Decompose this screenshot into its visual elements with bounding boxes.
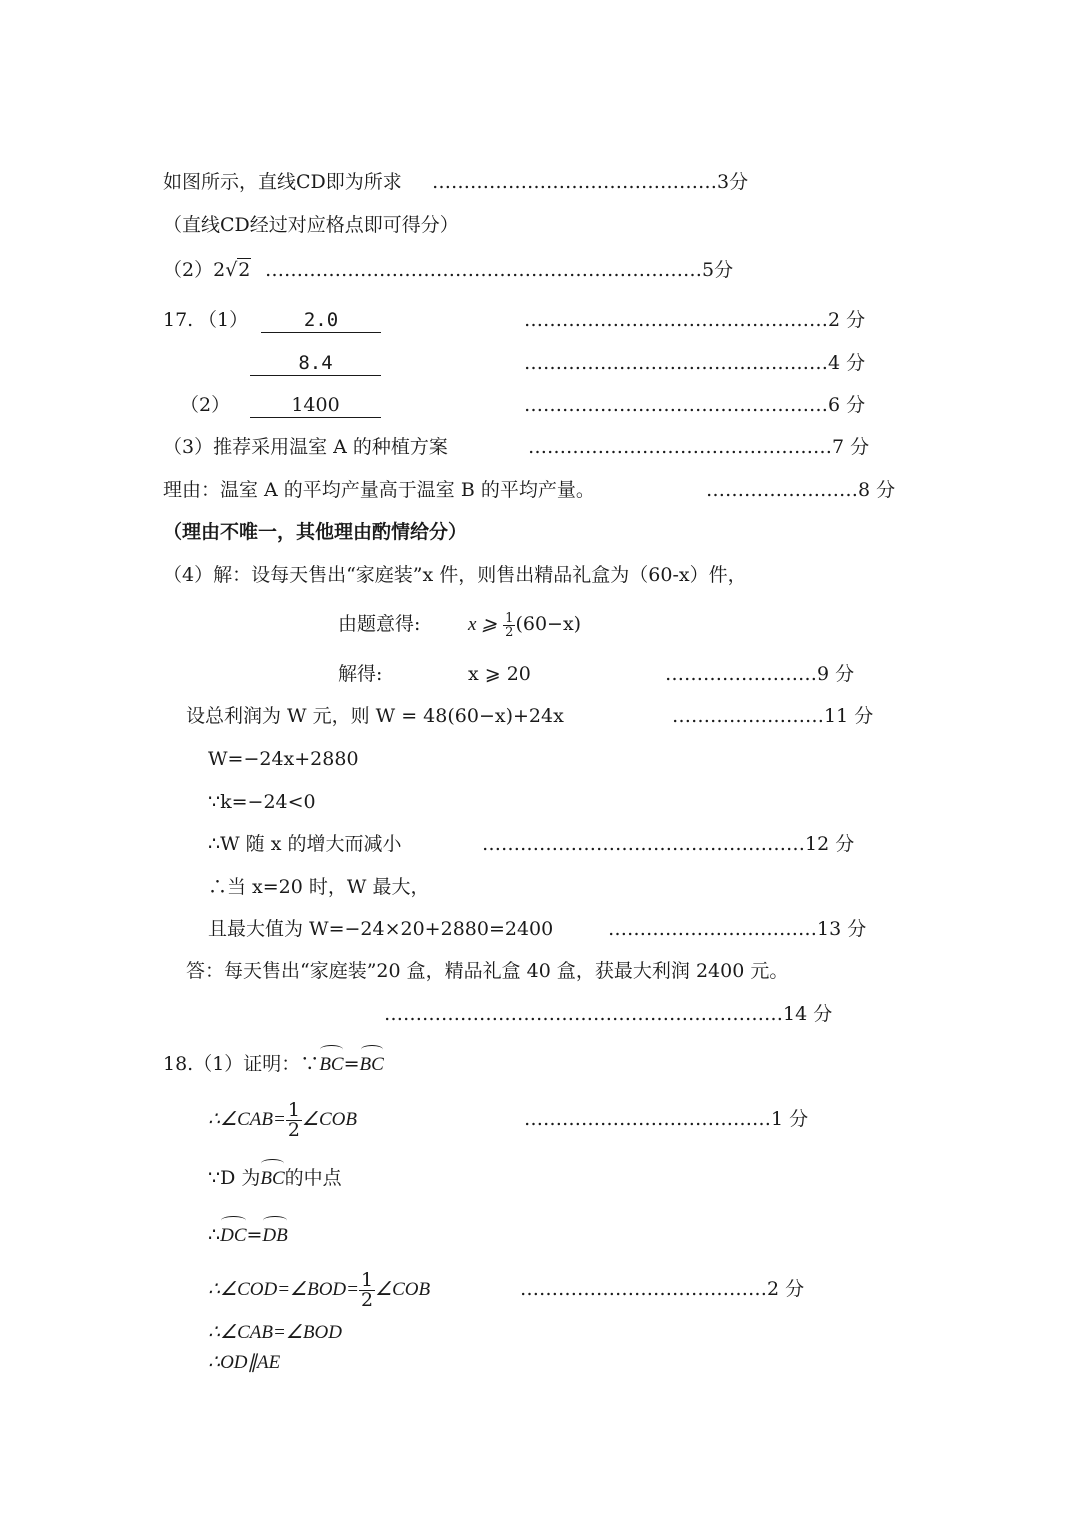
q17-blank3 [250, 392, 381, 418]
q17-part2-label: （2） [180, 394, 231, 416]
q18-line5-suffix: ∠COB [375, 1279, 431, 1300]
q18-line6: ∴∠CAB=∠BOD [208, 1322, 342, 1343]
q17-k-expression: ∵k=−24<0 [208, 791, 316, 813]
q17-inequality-lhs: x ⩾ [468, 614, 498, 635]
therefore-sign: ∴ [208, 1224, 221, 1246]
q16-part2 [163, 257, 251, 283]
q17-when-max: ∴当 x=20 时，W 最大， [208, 876, 430, 898]
q18-score1: …………………………………1 分 [524, 1108, 809, 1130]
fraction-numerator: 1 [505, 610, 514, 626]
fraction-denominator: 2 [360, 1288, 374, 1311]
q18-intro [163, 1050, 384, 1078]
q16-line1: 如图所示，直线CD即为所求 [163, 171, 402, 193]
q17-score2: …………………………………………4 分 [524, 352, 866, 374]
equals-sign: = [343, 1053, 360, 1075]
q17-blank1 [261, 307, 381, 333]
q17-part4-intro: （4）解：设每天售出“家庭装”x 件，则售出精品礼盒为（60-x）件， [163, 564, 747, 586]
q17-score1: …………………………………………2 分 [524, 309, 866, 331]
arc-bc: BC [319, 1050, 343, 1078]
arc-db: DB [262, 1221, 287, 1249]
sqrt-sign: √ [225, 259, 238, 281]
q18-line4 [208, 1221, 288, 1249]
fraction-numerator: 1 [287, 1098, 300, 1121]
q18-line2-prefix: ∴∠CAB= [208, 1109, 286, 1130]
q17-blank2 [250, 350, 381, 376]
q17-score9: ……………………………13 分 [608, 918, 867, 940]
fraction-half [503, 612, 515, 639]
q17-condition-label: 由题意得: [338, 613, 421, 635]
q17-inequality [468, 606, 581, 643]
fraction-numerator: 1 [360, 1268, 374, 1291]
q18-line5-prefix: ∴∠COD=∠BOD= [208, 1279, 359, 1300]
q17-reason: 理由：温室 A 的平均产量高于温室 B 的平均产量。 [163, 479, 595, 501]
q17-solve-expr: x ⩾ 20 [468, 663, 531, 685]
q17-answer: 答：每天售出“家庭装”20 盒，精品礼盒 40 盒，获最大利润 2400 元。 [186, 960, 789, 982]
q17-blank3-value: 1400 [250, 393, 381, 418]
q17-part1-label: （1） [198, 309, 249, 331]
q17-score5: ……………………8 分 [706, 479, 896, 501]
q18-line3 [208, 1164, 342, 1192]
q17-score4: …………………………………………7 分 [528, 436, 870, 458]
q18-line7: ∴OD∥AE [208, 1352, 281, 1373]
q17-score7: ……………………11 分 [672, 705, 874, 727]
q16-part2-score: ……………………………………………………………5分 [265, 259, 734, 281]
q17-part3: （3）推荐采用温室 A 的种植方案 [163, 436, 448, 458]
q17-reason-note: （理由不唯一，其他理由酌情给分） [163, 521, 468, 543]
q16-line1-score: ………………………………………3分 [432, 171, 749, 193]
q17-score10: ………………………………………………………14 分 [384, 1003, 833, 1025]
fraction-denominator: 2 [505, 624, 514, 640]
equals-sign: = [246, 1224, 263, 1246]
q18-line2-suffix: ∠COB [301, 1109, 357, 1130]
q16-part2-label: （2） [163, 259, 214, 281]
arc-dc: DC [220, 1221, 246, 1249]
q17-number: 17. [163, 309, 194, 331]
q17-blank1-value: 2.0 [261, 308, 381, 333]
q16-note: （直线CD经过对应格点即可得分） [163, 214, 459, 236]
q18-line5 [208, 1266, 430, 1313]
q17-profit-setup: 设总利润为 W 元，则 W = 48(60−x)+24x [186, 705, 564, 727]
arc-bc-2: BC [360, 1050, 384, 1078]
fraction-half-3 [359, 1268, 375, 1311]
q18-score2: …………………………………2 分 [520, 1278, 805, 1300]
q17-max-value: 且最大值为 W=−24×20+2880=2400 [208, 918, 554, 940]
q17-decreasing: ∴W 随 x 的增大而减小 [208, 833, 402, 855]
fraction-denominator: 2 [287, 1118, 300, 1141]
q18-number-label: 18.（1）证明：∵ [163, 1053, 320, 1075]
q16-part2-radicand: 2 [238, 259, 251, 281]
q17-score8: ……………………………………………12 分 [482, 833, 855, 855]
q17-score3: …………………………………………6 分 [524, 394, 866, 416]
fraction-half-2 [286, 1098, 302, 1141]
q17-blank2-value: 8.4 [250, 351, 381, 376]
q18-line3-suffix: 的中点 [284, 1167, 342, 1189]
q17-w-expression: W=−24x+2880 [208, 748, 359, 770]
q17-score6: ……………………9 分 [665, 663, 855, 685]
q18-line3-prefix: ∵D 为 [208, 1167, 261, 1189]
q16-part2-coef: 2 [213, 259, 226, 281]
q18-line2 [208, 1096, 357, 1143]
arc-bc-3: BC [260, 1164, 284, 1192]
q17-inequality-rhs: (60−x) [515, 613, 582, 635]
q17-solve-label: 解得: [338, 663, 383, 685]
